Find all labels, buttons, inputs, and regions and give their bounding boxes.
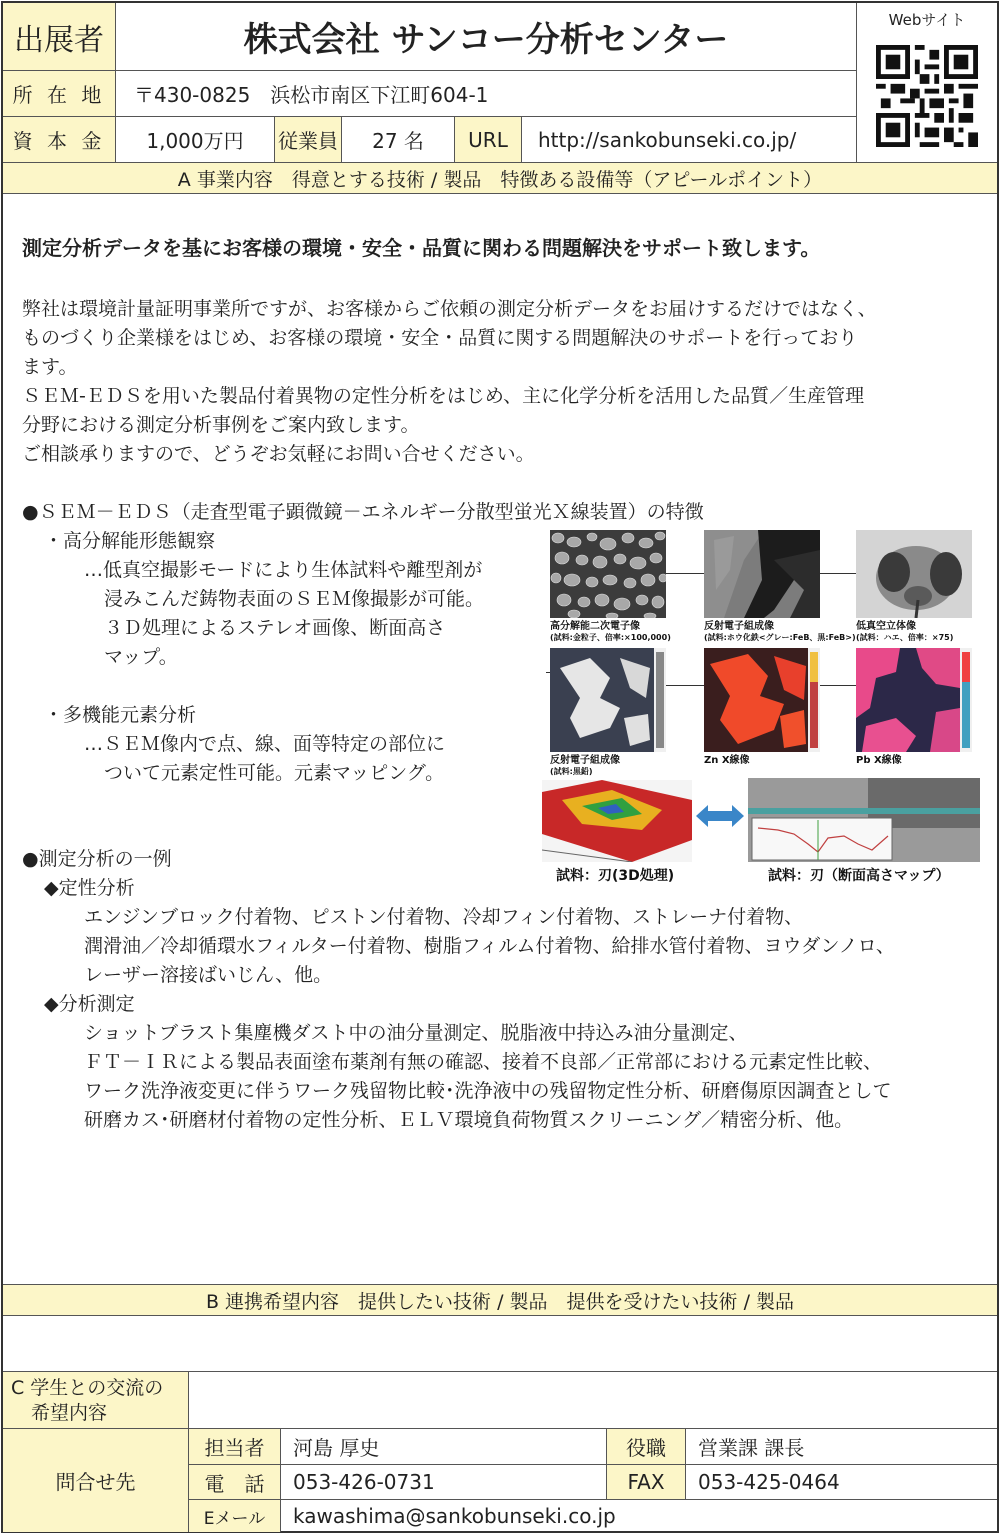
image-caption: 高分解能二次電子像 [550, 621, 640, 632]
divider [454, 116, 455, 162]
person-label: 担当者 [204, 1436, 265, 1460]
exhibitor-label: 出展者 [14, 22, 104, 58]
sem-item: ・多機能元素分析 [44, 704, 197, 726]
divider [3, 70, 857, 71]
company-name-cell [116, 3, 856, 70]
connector-line [666, 685, 704, 686]
image-caption: 反射電子組成像 [550, 755, 620, 766]
url-cell [522, 117, 856, 162]
sem-graphite-image [550, 648, 666, 752]
divider [188, 1499, 997, 1500]
fax-label: FAX [627, 1470, 665, 1494]
qualitative-heading: ◆定性分析 [44, 877, 135, 899]
sem-item: ・高分解能形態観察 [44, 530, 216, 552]
image-caption: 試料：刃（断面高さマップ） [768, 868, 950, 884]
fax-label-cell [607, 1465, 685, 1499]
divider [3, 116, 857, 117]
email-cell [281, 1500, 997, 1532]
person-cell [281, 1429, 606, 1464]
contact-label-cell [3, 1429, 188, 1532]
address-label-cell [3, 71, 115, 116]
double-arrow-icon [696, 805, 744, 827]
sem-item: 浸みこんだ鋳物表面のＳＥＭ像撮影が可能。 [104, 588, 485, 610]
qualitative-line: エンジンブロック付着物、ピストン付着物、冷却フィン付着物、ストレーナ付着物、 [84, 906, 804, 928]
divider [3, 193, 997, 194]
blade-cross-section-image [748, 778, 980, 862]
section-a-heading-cell [3, 163, 997, 193]
capital-label: 資 本 金 [12, 129, 106, 153]
role-label: 役職 [626, 1436, 666, 1460]
email-address[interactable]: kawashima@sankobunseki.co.jp [293, 1504, 616, 1528]
url-link[interactable]: http://sankobunseki.co.jp/ [538, 127, 797, 152]
sem-item: マップ。 [104, 646, 178, 668]
section-c-label-cell [3, 1372, 188, 1428]
divider [606, 1428, 607, 1499]
divider [188, 1464, 997, 1465]
intro-line: ＳＥＭ-ＥＤＳを用いた製品付着異物の定性分析をはじめ、主に化学分析を活用した品質／生産管理 [22, 385, 865, 407]
divider [341, 116, 342, 162]
examples-heading: ●測定分析の一例 [22, 848, 172, 870]
lead-text: 測定分析データを基にお客様の環境・安全・品質に関わる問題解決をサポート致します。 [22, 236, 821, 260]
divider [685, 1428, 686, 1499]
sem-fly-image [856, 530, 972, 618]
image-caption: 試料：刃(3D処理) [556, 868, 675, 884]
section-a-heading: A 事業内容 得意とする技術 / 製品 特徴ある設備等（アピールポイント） [177, 168, 823, 191]
intro-line: ます。 [22, 356, 78, 378]
measurement-heading: ◆分析測定 [44, 993, 135, 1015]
role-label-cell [607, 1429, 685, 1464]
web-site-cell [857, 3, 997, 162]
phone-cell [281, 1465, 606, 1499]
image-caption: (試料：ハエ、倍率：×75) [856, 633, 954, 642]
divider [280, 1428, 281, 1532]
exhibitor-label-cell [3, 3, 115, 70]
employees-label: 従業員 [278, 129, 338, 153]
role-cell [686, 1429, 997, 1464]
capital-label-cell [3, 117, 115, 162]
image-caption: 反射電子組成像 [704, 621, 774, 632]
sem-boride-image [704, 530, 820, 618]
qualitative-line: 潤滑油／冷却循環水フィルター付着物、樹脂フィルム付着物、給排水管付着物、ヨウダンノロ、 [84, 935, 895, 957]
qualitative-line: レーザー溶接ばいじん、他。 [84, 964, 333, 986]
section-b-heading: B 連携希望内容 提供したい技術 / 製品 提供を受けたい技術 / 製品 [205, 1290, 795, 1313]
connector-line [820, 573, 856, 574]
address-cell [116, 71, 856, 116]
employees-cell [342, 117, 454, 162]
intro-line: ご相談承りますので、どうぞお気軽にお問い合せください。 [22, 443, 535, 465]
intro-line: 分野における測定分析事例をご案内致します。 [22, 414, 420, 436]
connector-line [666, 573, 704, 574]
divider [274, 116, 275, 162]
image-caption: Zn X線像 [704, 755, 750, 766]
image-caption: (試料:ホウ化鉄<グレー:FeB、黒:FeB>) [704, 633, 856, 642]
sem-item: ３Ｄ処理によるステレオ画像、断面高さ [104, 617, 446, 639]
capital-cell [116, 117, 274, 162]
company-name: 株式会社 サンコー分析センター [243, 20, 729, 60]
sem-heading: ●ＳＥＭ－ＥＤＳ（走査型電子顕微鏡－エネルギー分散型蛍光Ｘ線装置）の特徴 [22, 501, 704, 523]
url-label-cell [455, 117, 521, 162]
phone-label: 電 話 [204, 1471, 265, 1496]
image-caption: Pb X線像 [856, 755, 902, 766]
capital: 1,000万円 [146, 129, 244, 153]
zn-xray-map-image [704, 648, 820, 752]
address: 〒430-0825 浜松市南区下江町604-1 [134, 83, 489, 107]
fax-number: 053-425-0464 [698, 1470, 840, 1494]
measurement-line: ワーク洗浄液変更に伴うワーク残留物比較･洗浄液中の残留物定性分析、研磨傷原因調査として [84, 1080, 892, 1102]
contact-label: 問合せ先 [55, 1470, 136, 1494]
employees: 27 名 [372, 129, 424, 153]
url-label: URL [468, 127, 508, 152]
image-caption: 低真空立体像 [856, 621, 916, 632]
role: 営業課 課長 [698, 1436, 805, 1460]
web-site-label: Webサイト [888, 11, 966, 29]
intro-line: 弊社は環境計量証明事業所ですが、お客様からご依頼の測定分析データをお届けするだけではなく、 [22, 298, 877, 320]
email-label: Eメール [203, 1508, 266, 1529]
qr-code-icon[interactable] [876, 45, 978, 147]
section-b-content [3, 1316, 997, 1371]
employees-label-cell [275, 117, 341, 162]
phone-label-cell [189, 1465, 280, 1499]
section-c-label: 希望内容 [31, 1402, 108, 1424]
measurement-line: ＦＴ－ＩＲによる製品表面塗布薬剤有無の確認、接着不良部／正常部における元素定性比較、 [84, 1051, 883, 1073]
sem-item: …低真空撮影モードにより生体試料や離型剤が [84, 559, 483, 581]
sem-item: ついて元素定性可能。元素マッピング。 [104, 762, 445, 784]
section-c-content [189, 1372, 997, 1428]
section-b-heading-cell [3, 1285, 997, 1315]
image-caption: (試料:黒鉛) [550, 767, 593, 776]
section-c-label: C 学生との交流の [11, 1377, 164, 1399]
pb-xray-map-image [856, 648, 972, 752]
person-label-cell [189, 1429, 280, 1464]
measurement-line: ショットブラスト集塵機ダスト中の油分量測定、脱脂液中持込み油分量測定、 [84, 1022, 748, 1044]
person-name: 河島 厚史 [293, 1436, 380, 1460]
phone-number[interactable]: 053-426-0731 [293, 1470, 435, 1494]
fax-cell [686, 1465, 997, 1499]
intro-line: ものづくり企業様をはじめ、お客様の環境・安全・品質に関する問題解決のサポートを行っており [22, 327, 858, 349]
divider [856, 3, 857, 162]
sem-gold-particles-image [550, 530, 666, 618]
measurement-line: 研磨カス･研磨材付着物の定性分析、ＥＬＶ環境負荷物質スクリーニング／精密分析、他。 [84, 1109, 854, 1131]
divider [521, 116, 522, 162]
email-label-cell [189, 1500, 280, 1532]
blade-3d-image [542, 780, 692, 862]
sem-item: …ＳＥＭ像内で点、線、面等特定の部位に [84, 733, 446, 755]
image-caption: (試料:金粒子、倍率:×100,000) [550, 633, 671, 642]
address-label: 所 在 地 [12, 83, 106, 107]
connector-line [820, 685, 856, 686]
divider [115, 3, 116, 162]
